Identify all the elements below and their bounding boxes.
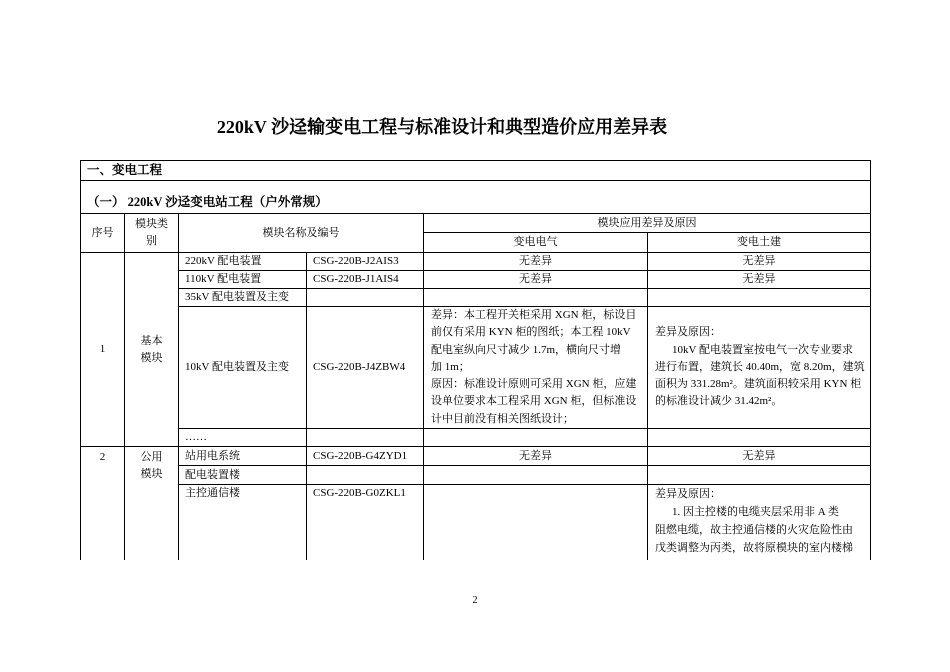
civil-diff-cell — [648, 429, 871, 447]
category-label: 公用模块 — [140, 451, 163, 481]
header-seq: 序号 — [81, 214, 125, 253]
module-code-cell — [307, 466, 424, 485]
diff-text-line: 差异及原因： — [655, 488, 721, 501]
civil-diff-cell — [648, 485, 871, 560]
difference-table — [80, 160, 871, 560]
electrical-diff-cell — [424, 466, 648, 485]
diff-paragraph — [655, 503, 867, 557]
module-code-cell — [307, 289, 424, 307]
module-name-cell: 110kV 配电装置 — [179, 271, 307, 289]
module-row — [81, 429, 871, 447]
diff-text-line: 计中目前没有相关图纸设计； — [431, 412, 574, 425]
module-code-cell: CSG-220B-J4ZBW4 — [307, 307, 424, 429]
electrical-diff-cell — [424, 307, 648, 429]
module-name-cell: 10kV 配电装置及主变 — [179, 307, 307, 429]
header-row — [81, 214, 871, 233]
module-row — [81, 271, 871, 289]
electrical-diff-cell: 无差异 — [424, 447, 648, 466]
module-row — [81, 253, 871, 271]
module-row — [81, 289, 871, 307]
table-viewport — [80, 160, 886, 560]
civil-diff-cell: 无差异 — [648, 271, 871, 289]
seq-cell: 2 — [81, 447, 125, 560]
header-civil: 变电土建 — [648, 233, 871, 253]
diff-text-line: 差异：本工程开关柜采用 XGN 柜，标设目 — [431, 309, 637, 321]
module-code-cell — [307, 429, 424, 447]
header-diff: 模块应用差异及原因 — [424, 214, 871, 233]
module-row — [81, 485, 871, 560]
module-code-cell: CSG-220B-J1AIS4 — [307, 271, 424, 289]
module-name-cell: 站用电系统 — [179, 447, 307, 466]
diff-text-line: 前仅有采用 KYN 柜的图纸；本工程 10kV — [431, 326, 631, 339]
electrical-diff-cell: 无差异 — [424, 253, 648, 271]
header-module: 模块名称及编号 — [179, 214, 424, 253]
civil-diff-cell — [648, 289, 871, 307]
electrical-diff-cell — [424, 289, 648, 307]
seq-cell: 1 — [81, 253, 125, 447]
category-cell — [125, 253, 179, 447]
diff-text-line: 面积为 331.28m²。建筑面积较采用 KYN 柜 — [655, 378, 862, 391]
page-number: 2 — [472, 595, 478, 606]
module-row — [81, 307, 871, 429]
diff-text-line: 10kV 配电装置室按电气一次专业要求 — [672, 343, 853, 356]
civil-diff-cell — [648, 307, 871, 429]
diff-text-line: 加 1m； — [431, 360, 470, 373]
civil-diff-cell: 无差异 — [648, 447, 871, 466]
module-name-cell: 35kV 配电装置及主变 — [179, 289, 307, 307]
header-category-label: 模块类别 — [134, 218, 168, 247]
diff-text-line: 阻燃电缆，故主控通信楼的火灾危险性由 — [655, 524, 853, 537]
category-cell — [125, 447, 179, 560]
module-code-cell: CSG-220B-G4ZYD1 — [307, 447, 424, 466]
module-name-cell: …… — [179, 429, 307, 447]
module-name-cell: 220kV 配电装置 — [179, 253, 307, 271]
diff-paragraph — [655, 342, 867, 411]
diff-paragraph — [431, 376, 644, 428]
electrical-diff-cell — [424, 485, 648, 560]
electrical-diff-cell — [424, 429, 648, 447]
module-row — [81, 447, 871, 466]
diff-paragraph — [431, 307, 644, 376]
civil-diff-cell: 无差异 — [648, 253, 871, 271]
module-code-cell: CSG-220B-G0ZKL1 — [307, 485, 424, 560]
diff-text-line: 1. 因主控楼的电缆夹层采用非 A 类 — [672, 506, 839, 519]
diff-paragraph — [655, 324, 867, 341]
section-row — [81, 161, 871, 181]
diff-text-line: 进行布置，建筑长 40.40m，宽 8.20m，建筑 — [655, 360, 865, 373]
module-name-cell: 主控通信楼 — [179, 485, 307, 560]
diff-text-line: 配电室纵向尺寸减少 1.7m，横向尺寸增 — [431, 343, 622, 356]
section-heading: 一、变电工程 — [81, 161, 871, 181]
header-electrical: 变电电气 — [424, 233, 648, 253]
diff-text-line: 戊类调整为丙类，故将原模块的室内楼梯 — [655, 542, 853, 555]
diff-text-line: 的标准设计减少 31.42m²。 — [655, 395, 783, 408]
header-category — [125, 214, 179, 253]
civil-diff-cell — [648, 466, 871, 485]
diff-text-line: 差异及原因： — [655, 326, 721, 339]
diff-text-line: 原因：标准设计原则可采用 XGN 柜，应建 — [431, 378, 637, 391]
diff-paragraph — [655, 485, 867, 503]
electrical-diff-cell: 无差异 — [424, 271, 648, 289]
module-code-cell: CSG-220B-J2AIS3 — [307, 253, 424, 271]
diff-text-line: 设单位要求本工程采用 XGN 柜，但标准设 — [431, 395, 637, 408]
subsection-heading: （一） 220kV 沙迳变电站工程（户外常规） — [81, 181, 871, 214]
category-label: 基本模块 — [140, 334, 163, 364]
subsection-row — [81, 181, 871, 214]
module-row — [81, 466, 871, 485]
document-title: 220kV 沙迳输变电工程与标准设计和典型造价应用差异表 — [216, 117, 668, 137]
module-name-cell: 配电装置楼 — [179, 466, 307, 485]
